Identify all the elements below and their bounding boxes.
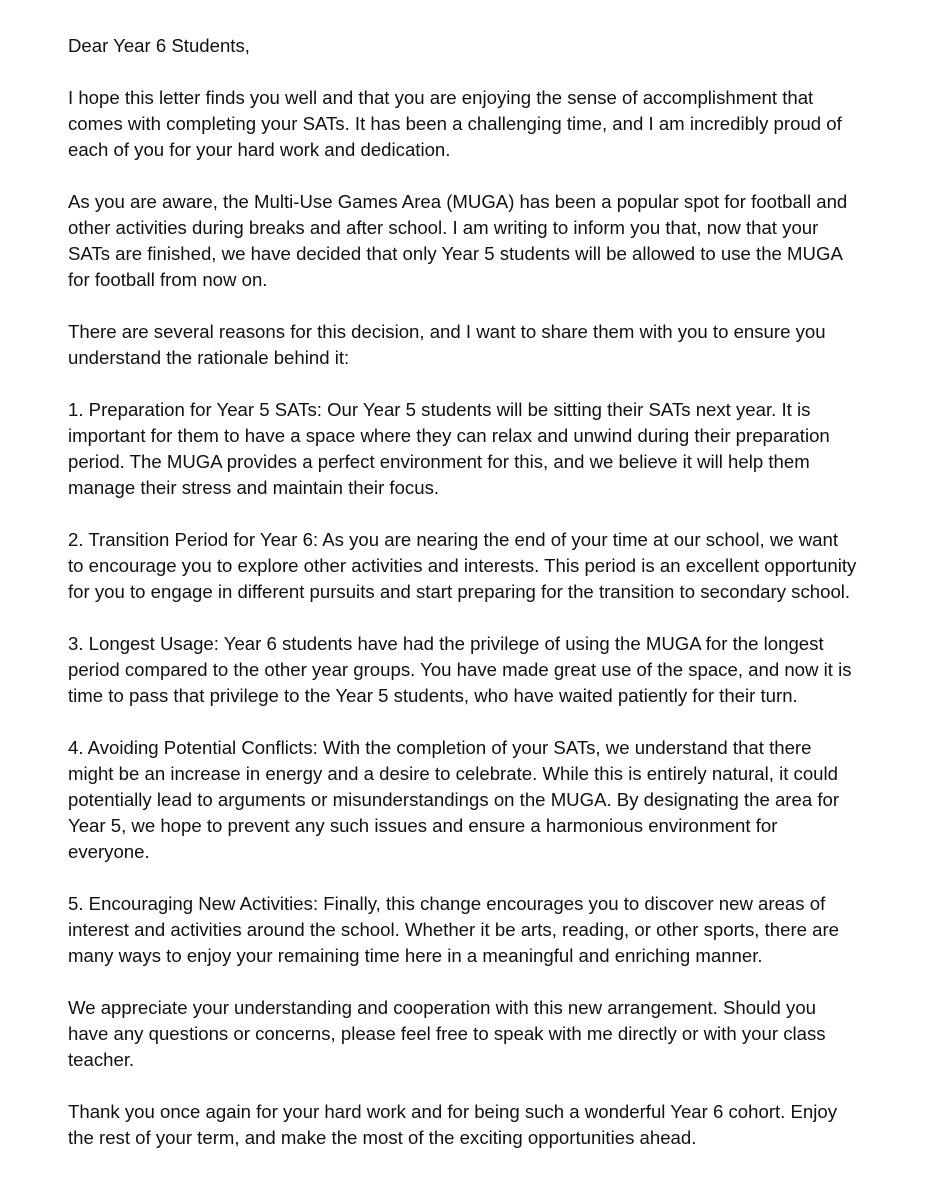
salutation: Dear Year 6 Students,: [68, 35, 250, 56]
paragraph-reasons-intro: There are several reasons for this decision, and I want to share them with you to ensure you understand the rationale behind it:: [68, 321, 826, 368]
paragraph-closing: Thank you once again for your hard work and for being such a wonderful Year 6 cohort. Enjoy the rest of your term, and make the most of the exciting opportunities ahead.: [68, 1101, 838, 1148]
paragraph-announcement: As you are aware, the Multi-Use Games Area (MUGA) has been a popular spot for football and other activities during breaks and after school. I am writing to inform you that, now that your SATs are finished, we have decided that only Year 5 students will be allowed to use the MUGA for football from now on.: [68, 191, 848, 290]
reason-item-3: 3. Longest Usage: Year 6 students have had the privilege of using the MUGA for the longest period compared to the other year groups. You have made great use of the space, and now it is time to pass that privilege to the Year 5 students, who have waited patiently for their turn.: [68, 633, 852, 706]
paragraph-questions: We appreciate your understanding and cooperation with this new arrangement. Should you have any questions or concerns, please feel free to speak with me directly or with your class teacher.: [68, 997, 826, 1070]
letter-body: [68, 33, 918, 1177]
reason-item-4: 4. Avoiding Potential Conflicts: With the completion of your SATs, we understand that there might be an increase in energy and a desire to celebrate. While this is entirely natural, it could potentially lead to arguments or misunderstandings on the MUGA. By designating the area for Year 5, we hope to prevent any such issues and ensure a harmonious environment for everyone.: [68, 737, 840, 862]
reason-item-5: 5. Encouraging New Activities: Finally, this change encourages you to discover new areas of interest and activities around the school. Whether it be arts, reading, or other sports, there are many ways to enjoy your remaining time here in a meaningful and enriching manner.: [68, 893, 840, 966]
reason-item-1: 1. Preparation for Year 5 SATs: Our Year 5 students will be sitting their SATs next year. It is important for them to have a space where they can relax and unwind during their preparation period. The MUGA provides a perfect environment for this, and we believe it will help them manage their stress and maintain their focus.: [68, 399, 830, 498]
paragraph-intro: I hope this letter finds you well and that you are enjoying the sense of accomplishment that comes with completing your SATs. It has been a challenging time, and I am incredibly proud of each of you for your hard work and dedication.: [68, 87, 842, 160]
reason-item-2: 2. Transition Period for Year 6: As you are nearing the end of your time at our school, we want to encourage you to explore other activities and interests. This period is an excellent opportunity for you to engage in different pursuits and start preparing for the transition to secondary school.: [68, 529, 857, 602]
